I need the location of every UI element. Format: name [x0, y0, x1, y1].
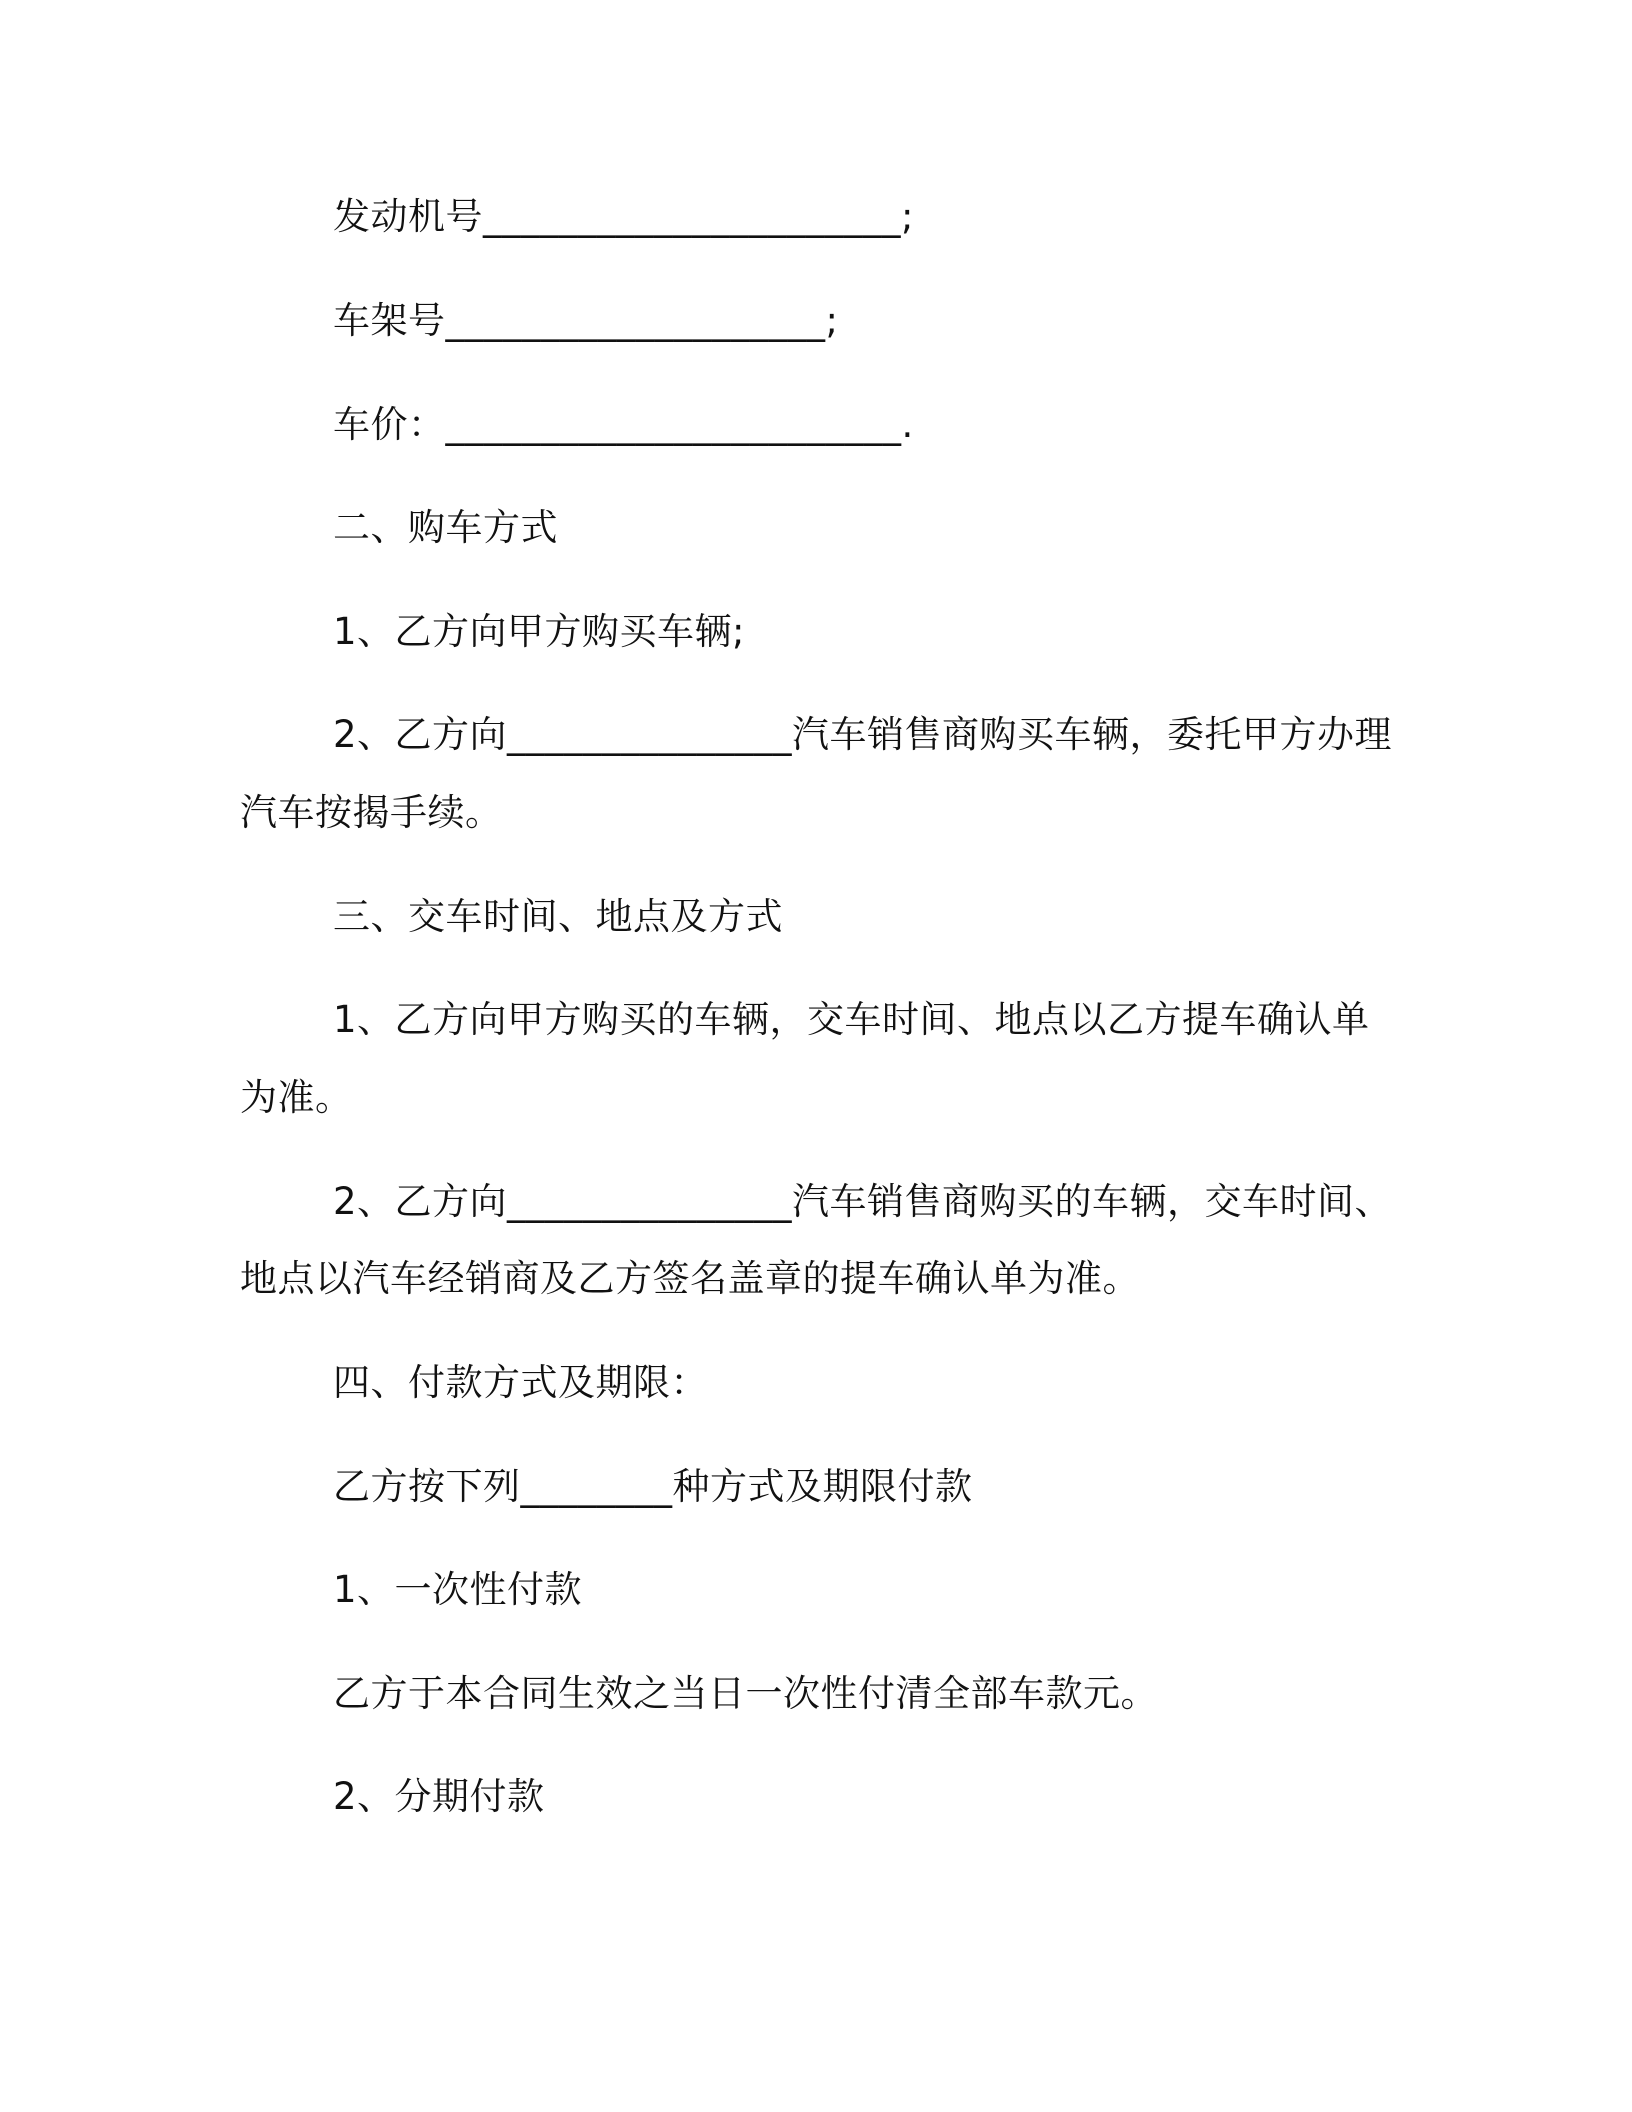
purchase-method-item-2-cont: 汽车按揭手续。: [240, 791, 503, 834]
frame-number-line: 车架号____________________;: [333, 299, 839, 342]
purchase-method-item-1: 1、乙方向甲方购买车辆;: [333, 610, 746, 653]
payment-item-1-detail: 乙方于本合同生效之当日一次性付清全部车款元。: [333, 1672, 1158, 1715]
delivery-item-1-cont: 为准。: [240, 1076, 353, 1119]
delivery-item-1: 1、乙方向甲方购买的车辆，交车时间、地点以乙方提车确认单: [333, 998, 1370, 1041]
delivery-item-2: 2、乙方向_______________汽车销售商购买的车辆，交车时间、: [333, 1180, 1393, 1223]
section-heading-purchase-method: 二、购车方式: [333, 506, 558, 549]
payment-item-1: 1、一次性付款: [333, 1568, 583, 1611]
section-heading-payment: 四、付款方式及期限：: [333, 1361, 708, 1404]
car-price-line: 车价：________________________.: [333, 403, 914, 446]
section-heading-delivery: 三、交车时间、地点及方式: [333, 895, 783, 938]
payment-intro: 乙方按下列________种方式及期限付款: [333, 1465, 973, 1508]
delivery-item-2-cont: 地点以汽车经销商及乙方签名盖章的提车确认单为准。: [240, 1257, 1140, 1300]
payment-item-2: 2、分期付款: [333, 1775, 545, 1818]
purchase-method-item-2: 2、乙方向_______________汽车销售商购买车辆，委托甲方办理: [333, 713, 1393, 756]
engine-number-line: 发动机号______________________;: [333, 195, 914, 238]
